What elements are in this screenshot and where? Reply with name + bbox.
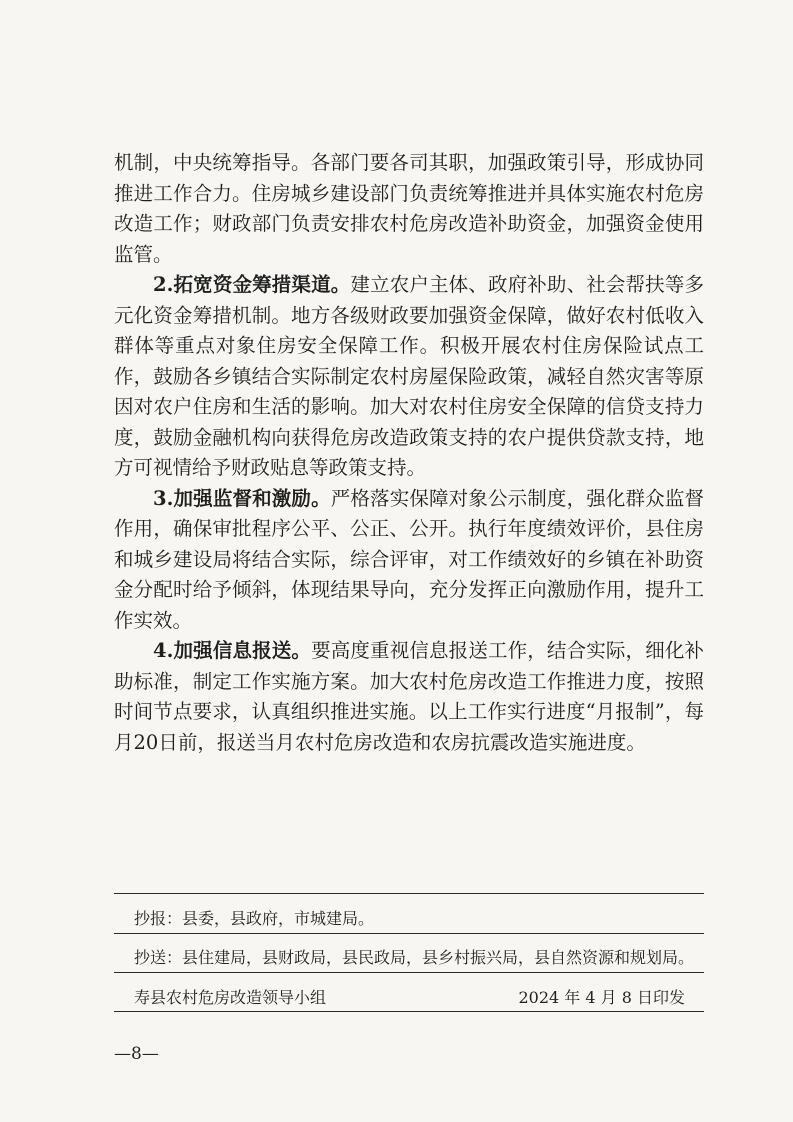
cc-send-line: 抄送：县住建局，县财政局，县民政局，县乡村振兴局，县自然资源和规划局。	[134, 948, 695, 967]
paragraph-reporting	[114, 636, 704, 758]
paragraph-reporting-text: 要高度重视信息报送工作，结合实际，细化补助标准，制定工作实施方案。加大农村危房改造工作推进力度，按照时间节点要求，认真组织推进实施。以上工作实行进度“月报制”，每月20日前，报送当月农村危房改造和农房抗震改造实施进度。	[114, 639, 704, 754]
section-heading-funding: 2.拓宽资金筹措渠道。	[153, 273, 351, 296]
paragraph-supervision	[114, 484, 704, 637]
divider-middle	[114, 933, 704, 934]
paragraph-funding-text: 建立农户主体、政府补助、社会帮扶等多元化资金筹措机制。地方各级财政要加强资金保障，做好农村低收入群体等重点对象住房安全保障工作。积极开展农村住房保险试点工作，鼓励各乡镇结合实际制定农村房屋保险政策，减轻自然灾害等原因对农户住房和生活的影响。加大对农村住房安全保障的信贷支持力度，鼓励金融机构向获得危房改造政策支持的农户提供贷款支持，地方可视情给予财政贴息等政策支持。	[114, 273, 704, 479]
document-body	[114, 148, 704, 758]
divider-top	[114, 893, 704, 894]
paragraph-funding	[114, 270, 704, 484]
section-heading-supervision: 3.加强监督和激励。	[153, 486, 331, 510]
paragraph-supervision-text: 严格落实保障对象公示制度，强化群众监督作用，确保审批程序公平、公正、公开。执行年度绩效评价，县住房和城乡建设局将结合实际，综合评审，对工作绩效好的乡镇在补助资金分配时给予倾斜，体现结果导向，充分发挥正向激励作用，提升工作实效。	[114, 486, 704, 632]
section-heading-reporting: 4.加强信息报送。	[153, 639, 312, 662]
issuer-name: 寿县农村危房改造领导小组	[134, 988, 327, 1007]
cc-report-line: 抄报：县委，县政府，市城建局。	[134, 909, 375, 928]
issue-date: 2024 年 4 月 8 日印发	[518, 988, 685, 1007]
paragraph-continuation: 机制，中央统筹指导。各部门要各司其职，加强政策引导，形成协同推进工作合力。住房城乡建设部门负责统筹推进并具体实施农村危房改造工作；财政部门负责安排农村危房改造补助资金，加强资金使用监管。	[114, 151, 704, 266]
divider-lower	[114, 972, 704, 973]
page-number: —8—	[114, 1044, 159, 1064]
divider-bottom	[114, 1011, 704, 1012]
